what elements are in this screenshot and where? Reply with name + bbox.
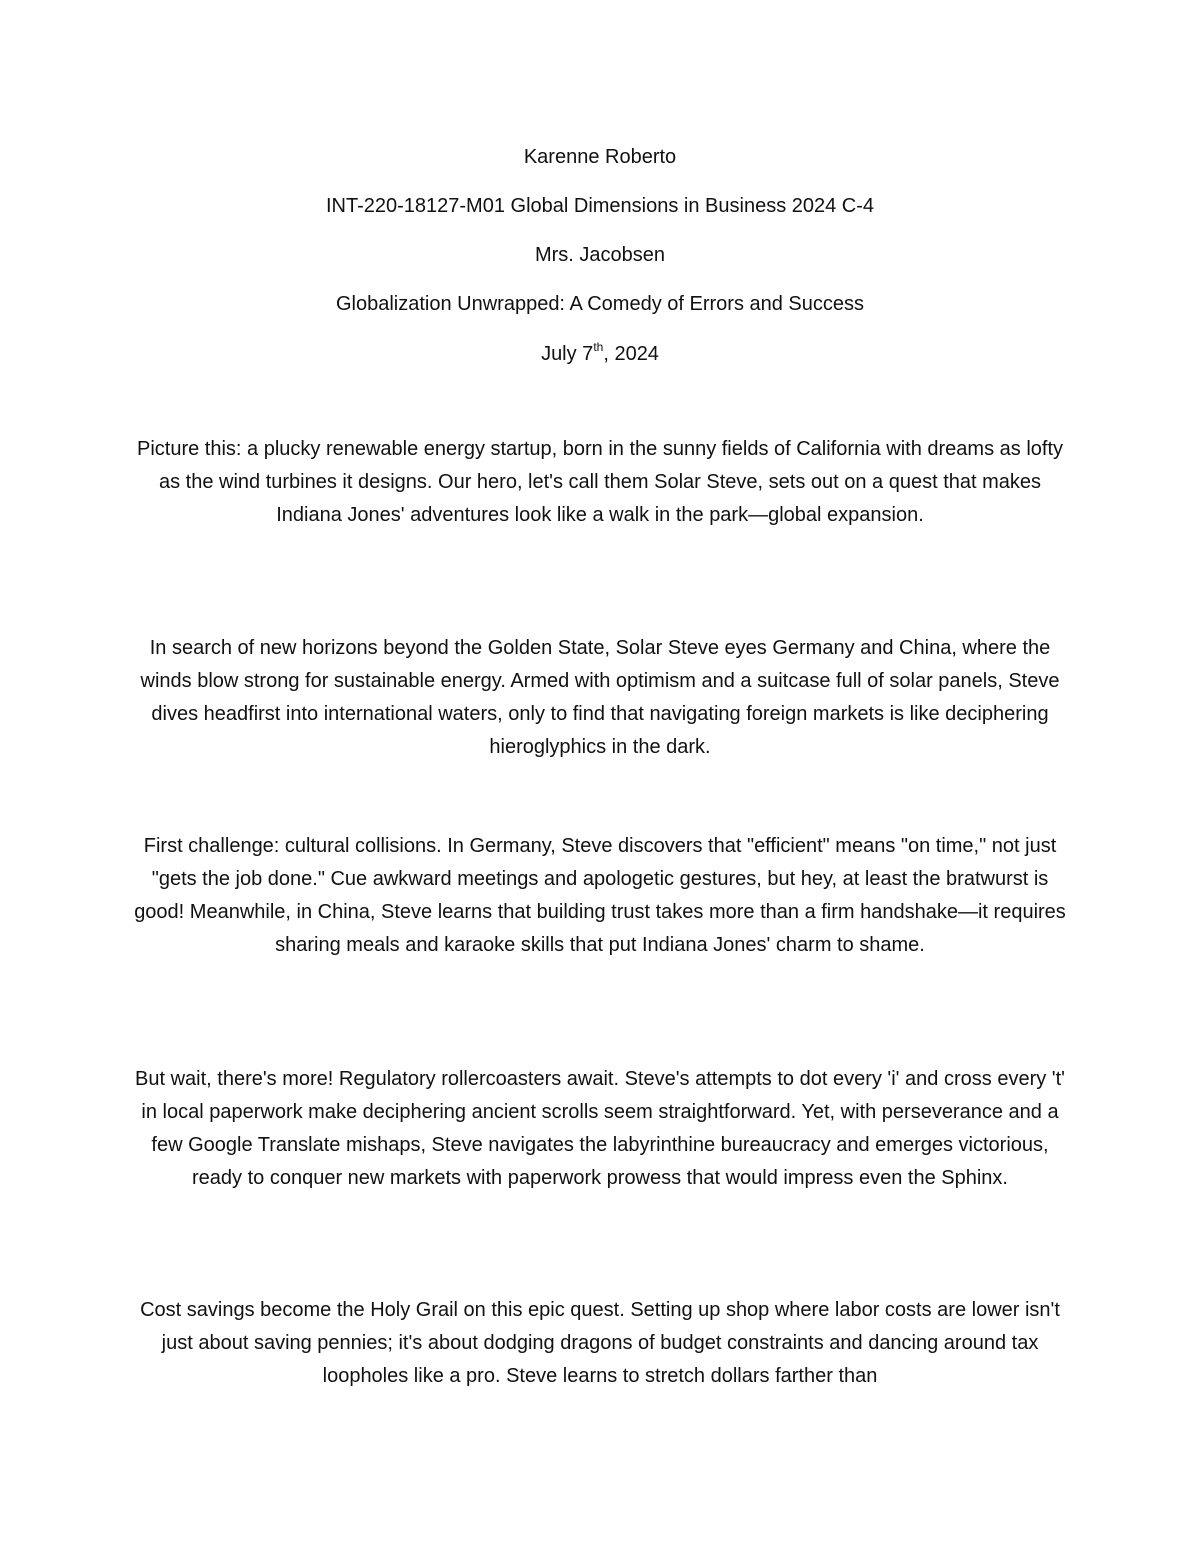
body-paragraph-5: Cost savings become the Holy Grail on this epic quest. Setting up shop where labor costs are lower isn't just about saving pennies; it's about dodging dragons of budget constraints and dancing around tax loopholes like a pro. Steve learns to stretch dollars farther than (140, 1299, 1060, 1387)
essay-date (0, 342, 1200, 366)
course-name: INT-220-18127-M01 Global Dimensions in Business 2024 C-4 (325, 195, 875, 217)
date-suffix: th (593, 340, 604, 355)
body-paragraph-1: Picture this: a plucky renewable energy startup, born in the sunny fields of California with dreams as lofty as the wind turbines it designs. Our hero, let's call them Solar Steve, sets out on a quest that makes Indiana Jones' adventures look like a walk in the park—global expansion. (136, 438, 1063, 526)
date-year: , 2024 (603, 343, 659, 365)
body-paragraph-2: In search of new horizons beyond the Golden State, Solar Steve eyes Germany and China, where the winds blow strong for sustainable energy. Armed with optimism and a suitcase full of solar panels, Steve dives headfirst into international waters, only to find that navigating foreign markets is like deciphering hieroglyphics in the dark. (140, 637, 1060, 758)
body-paragraph-4: But wait, there's more! Regulatory rollercoasters await. Steve's attempts to dot every 'i' and cross every 't' in local paperwork make deciphering ancient scrolls seem straightforward. Yet, with perseverance and a few Google Translate mishaps, Steve navigates the labyrinthine bureaucracy and emerges victorious, ready to conquer new markets with paperwork prowess that would impress even the Sphinx. (135, 1068, 1065, 1189)
body-paragraph-3: First challenge: cultural collisions. In Germany, Steve discovers that "efficient" means "on time," not just "gets the job done." Cue awkward meetings and apologetic gestures, but hey, at least the bratwurst is good! Meanwhile, in China, Steve learns that building trust takes more than a firm handshake—it requires sharing meals and karaoke skills that put Indiana Jones' charm to shame. (134, 835, 1066, 956)
author-name: Karenne Roberto (523, 146, 677, 168)
date-month-day: July 7 (541, 343, 594, 365)
essay-title: Globalization Unwrapped: A Comedy of Errors and Success (335, 293, 865, 315)
instructor-name: Mrs. Jacobsen (534, 244, 666, 266)
